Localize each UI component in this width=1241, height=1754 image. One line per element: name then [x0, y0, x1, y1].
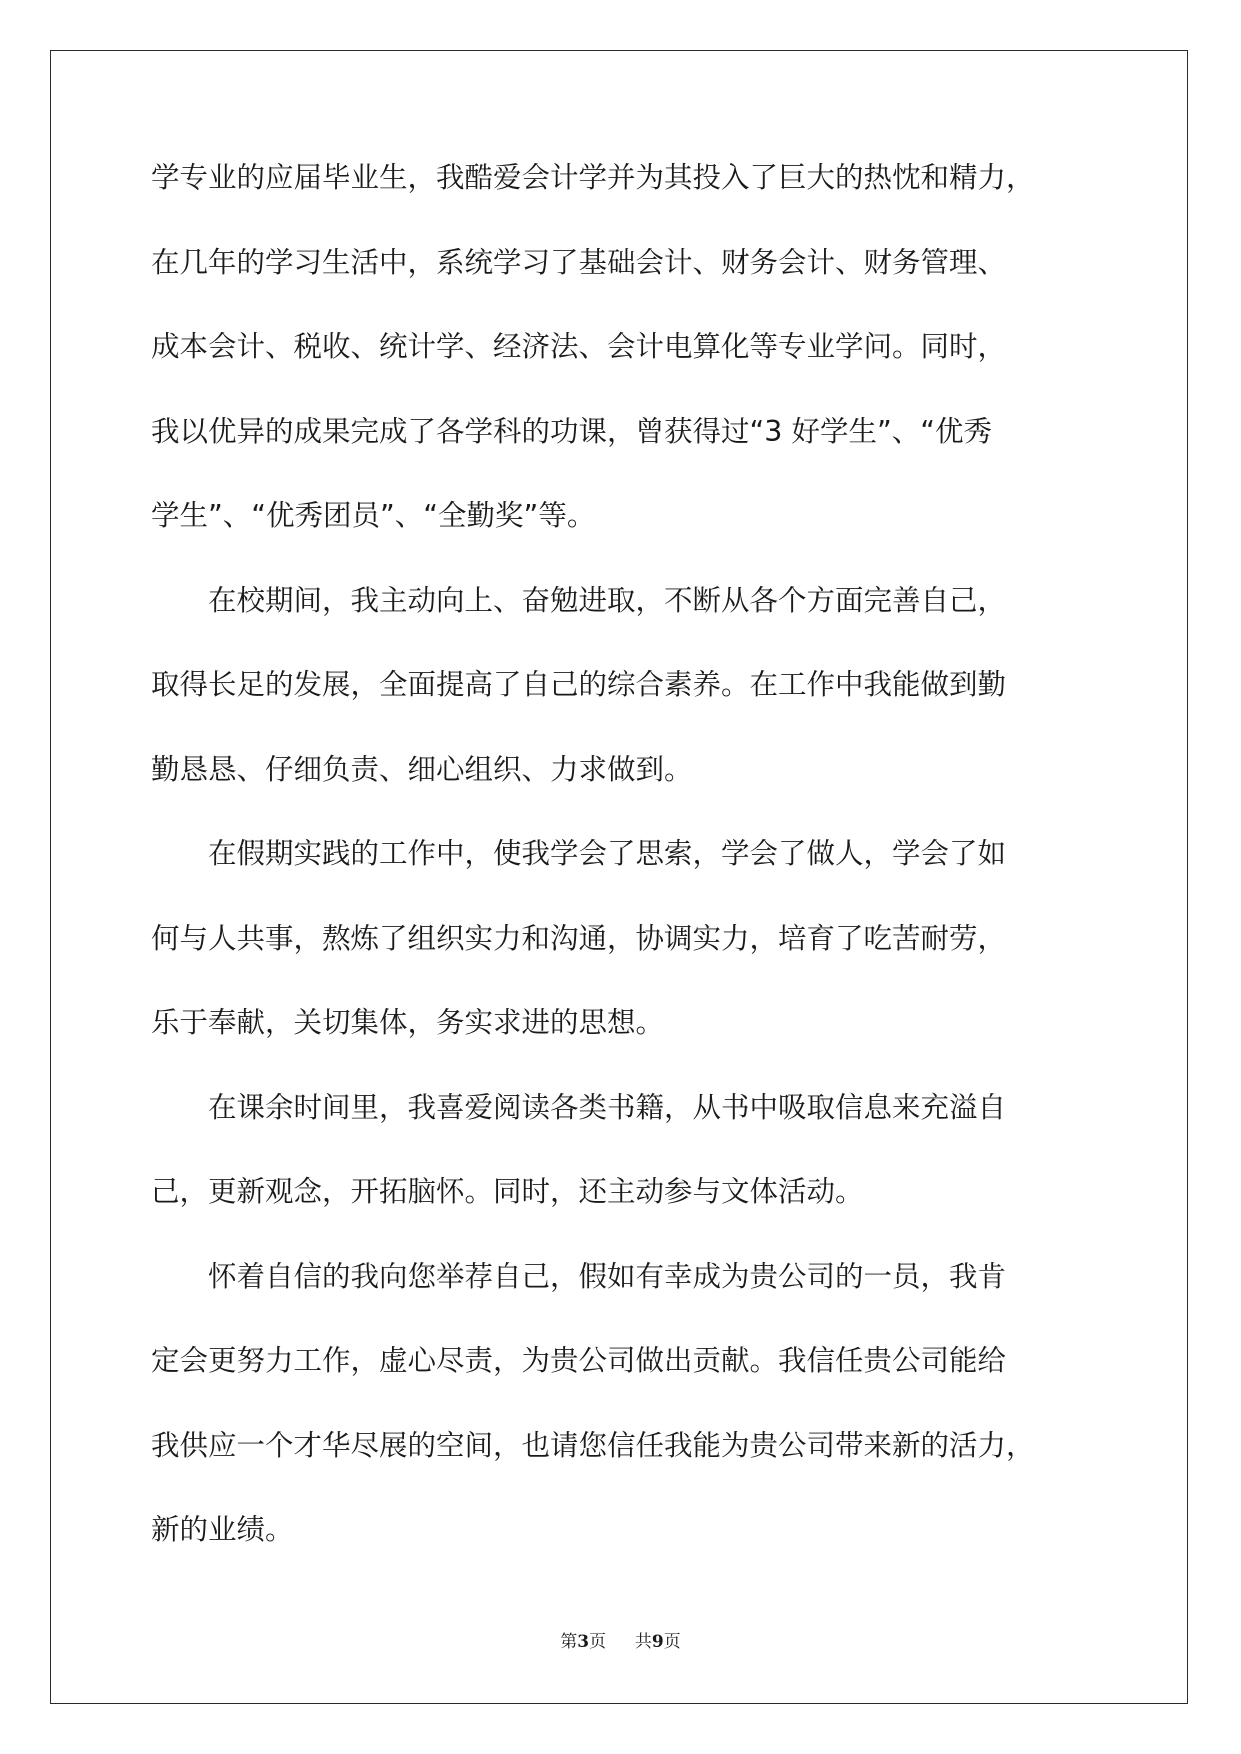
page-number [560, 1632, 611, 1652]
document-body [151, 158, 1111, 1595]
text-line: 勤恳恳、仔细负责、细心组织、力求做到。 [151, 752, 693, 786]
text-line: 我以优异的成果完成了各学科的功课，曾获得过“3 好学生”、“优秀 [151, 414, 992, 448]
paragraph [151, 1088, 1111, 1257]
page-prefix: 第 [560, 1632, 578, 1652]
text-line: 己，更新观念，开拓脑怀。同时，还主动参与文体活动。 [151, 1175, 864, 1208]
page-suffix: 页 [589, 1632, 607, 1652]
text-line: 我供应一个才华尽展的空间，也请您信任我能为贵公司带来新的活力， [151, 1428, 1035, 1462]
text-line: 怀着自信的我向您举荐自己，假如有幸成为贵公司的一员，我肯 [151, 1259, 1007, 1293]
text-line: 定会更努力工作，虚心尽责，为贵公司做出贡献。我信任贵公司能给 [151, 1344, 1007, 1377]
page-total [635, 1632, 681, 1652]
current-page: 3 [577, 1632, 590, 1652]
text-line: 在课余时间里，我喜爱阅读各类书籍，从书中吸取信息来充溢自 [151, 1090, 1007, 1124]
text-line: 何与人共事，熬炼了组织实力和沟通，协调实力，培育了吃苦耐劳， [151, 921, 1007, 955]
paragraph [151, 834, 1111, 1088]
text-line: 学专业的应届毕业生，我酷爱会计学并为其投入了巨大的热忱和精力， [151, 161, 1035, 194]
paragraph [151, 581, 1111, 835]
text-line: 新的业绩。 [151, 1513, 294, 1546]
paragraph [151, 158, 1111, 581]
page-footer [0, 1630, 1241, 1654]
text-line: 学生”、“优秀团员”、“全勤奖”等。 [151, 499, 596, 532]
text-line: 乐于奉献，关切集体，务实求进的思想。 [151, 1006, 665, 1039]
total-suffix: 页 [663, 1632, 681, 1652]
total-pages: 9 [651, 1632, 664, 1652]
text-line: 在假期实践的工作中，使我学会了思索，学会了做人，学会了如 [151, 837, 1007, 870]
text-line: 取得长足的发展，全面提高了自己的综合素养。在工作中我能做到勤 [151, 668, 1007, 701]
total-prefix: 共 [634, 1632, 652, 1652]
text-line: 在校期间，我主动向上、奋勉进取，不断从各个方面完善自己， [151, 583, 1007, 617]
text-line: 在几年的学习生活中，系统学习了基础会计、财务会计、财务管理、 [151, 245, 1007, 279]
paragraph [151, 1257, 1111, 1595]
text-line: 成本会计、税收、统计学、经济法、会计电算化等专业学问。同时， [151, 330, 1007, 363]
